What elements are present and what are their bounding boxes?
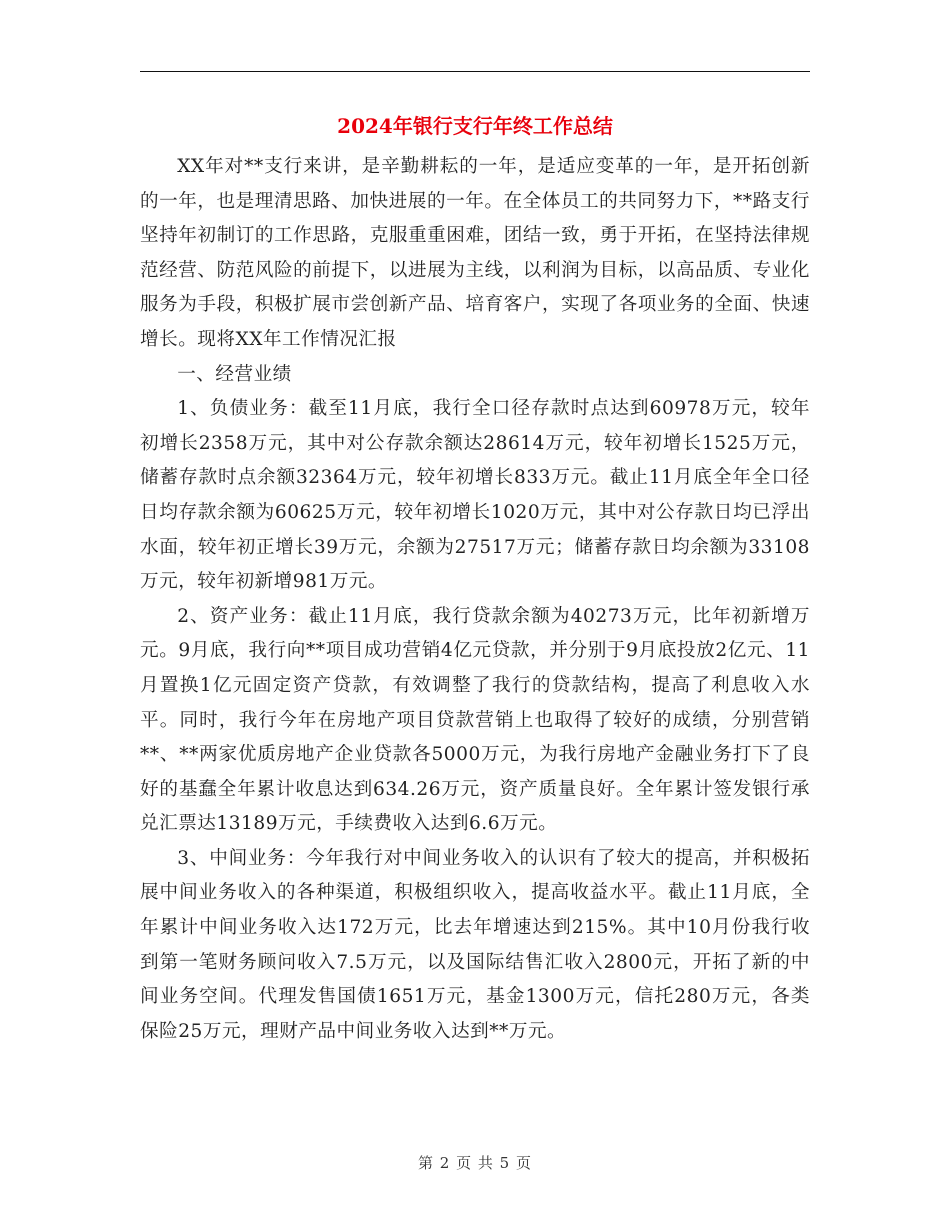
page-number-footer: 第 2 页 共 5 页 <box>418 1154 532 1172</box>
section-heading-performance: 一、经营业绩 <box>177 363 292 385</box>
liabilities-paragraph: 1、负债业务：截至11月底，我行全口径存款时点达到60978万元，较年初增长2358万元，其中对公存款余额达28614万元，较年初增长1525万元，储蓄存款时点余额32364万元，较年初增长833万元。截止11月底全年全口径日均存款余额为60625万元，较年初增长1020万元，其中对公存款日均已浮出水面，较年初正增长39万元，余额为27517万元；储蓄存款日均余额为33108万元，较年初新增981万元。 <box>140 398 810 593</box>
header-rule <box>140 71 810 72</box>
document-body <box>140 150 810 1049</box>
intermediary-business-paragraph: 3、中间业务：今年我行对中间业务收入的认识有了较大的提高，并积极拓展中间业务收入的各种渠道，积极组织收入，提高收益水平。截止11月底，全年累计中间业务收入达172万元，比去年增速达到215%。其中10月份我行收到第一笔财务顾问收入7.5万元，以及国际结售汇收入2800元，开拓了新的中间业务空间。代理发售国债1651万元，基金1300万元，信托280万元，各类保险25万元，理财产品中间业务收入达到**万元。 <box>140 847 810 1042</box>
intro-paragraph: XX年对**支行来讲，是辛勤耕耘的一年，是适应变革的一年，是开拓创新的一年，也是理清思路、加快进展的一年。在全体员工的共同努力下，**路支行坚持年初制订的工作思路，克服重重困难，团结一致，勇于开拓，在坚持法律规范经营、防范风险的前提下，以进展为主线，以利润为目标，以高品质、专业化服务为手段，积极扩展市尝创新产品、培育客户，实现了各项业务的全面、快速增长。现将XX年工作情况汇报 <box>140 156 810 350</box>
document-title: 2024年银行支行年终工作总结 <box>337 114 613 138</box>
assets-paragraph: 2、资产业务：截止11月底，我行贷款余额为40273万元，比年初新增万元。9月底，我行向**项目成功营销4亿元贷款，并分别于9月底投放2亿元、11月置换1亿元固定资产贷款，有效调整了我行的贷款结构，提高了利息收入水平。同时，我行今年在房地产项目贷款营销上也取得了较好的成绩，分别营销**、**两家优质房地产企业贷款各5000万元，为我行房地产金融业务打下了良好的基蠢全年累计收息达到634.26万元，资产质量良好。全年累计签发银行承兑汇票达13189万元，手续费收入达到6.6万元。 <box>140 605 810 835</box>
